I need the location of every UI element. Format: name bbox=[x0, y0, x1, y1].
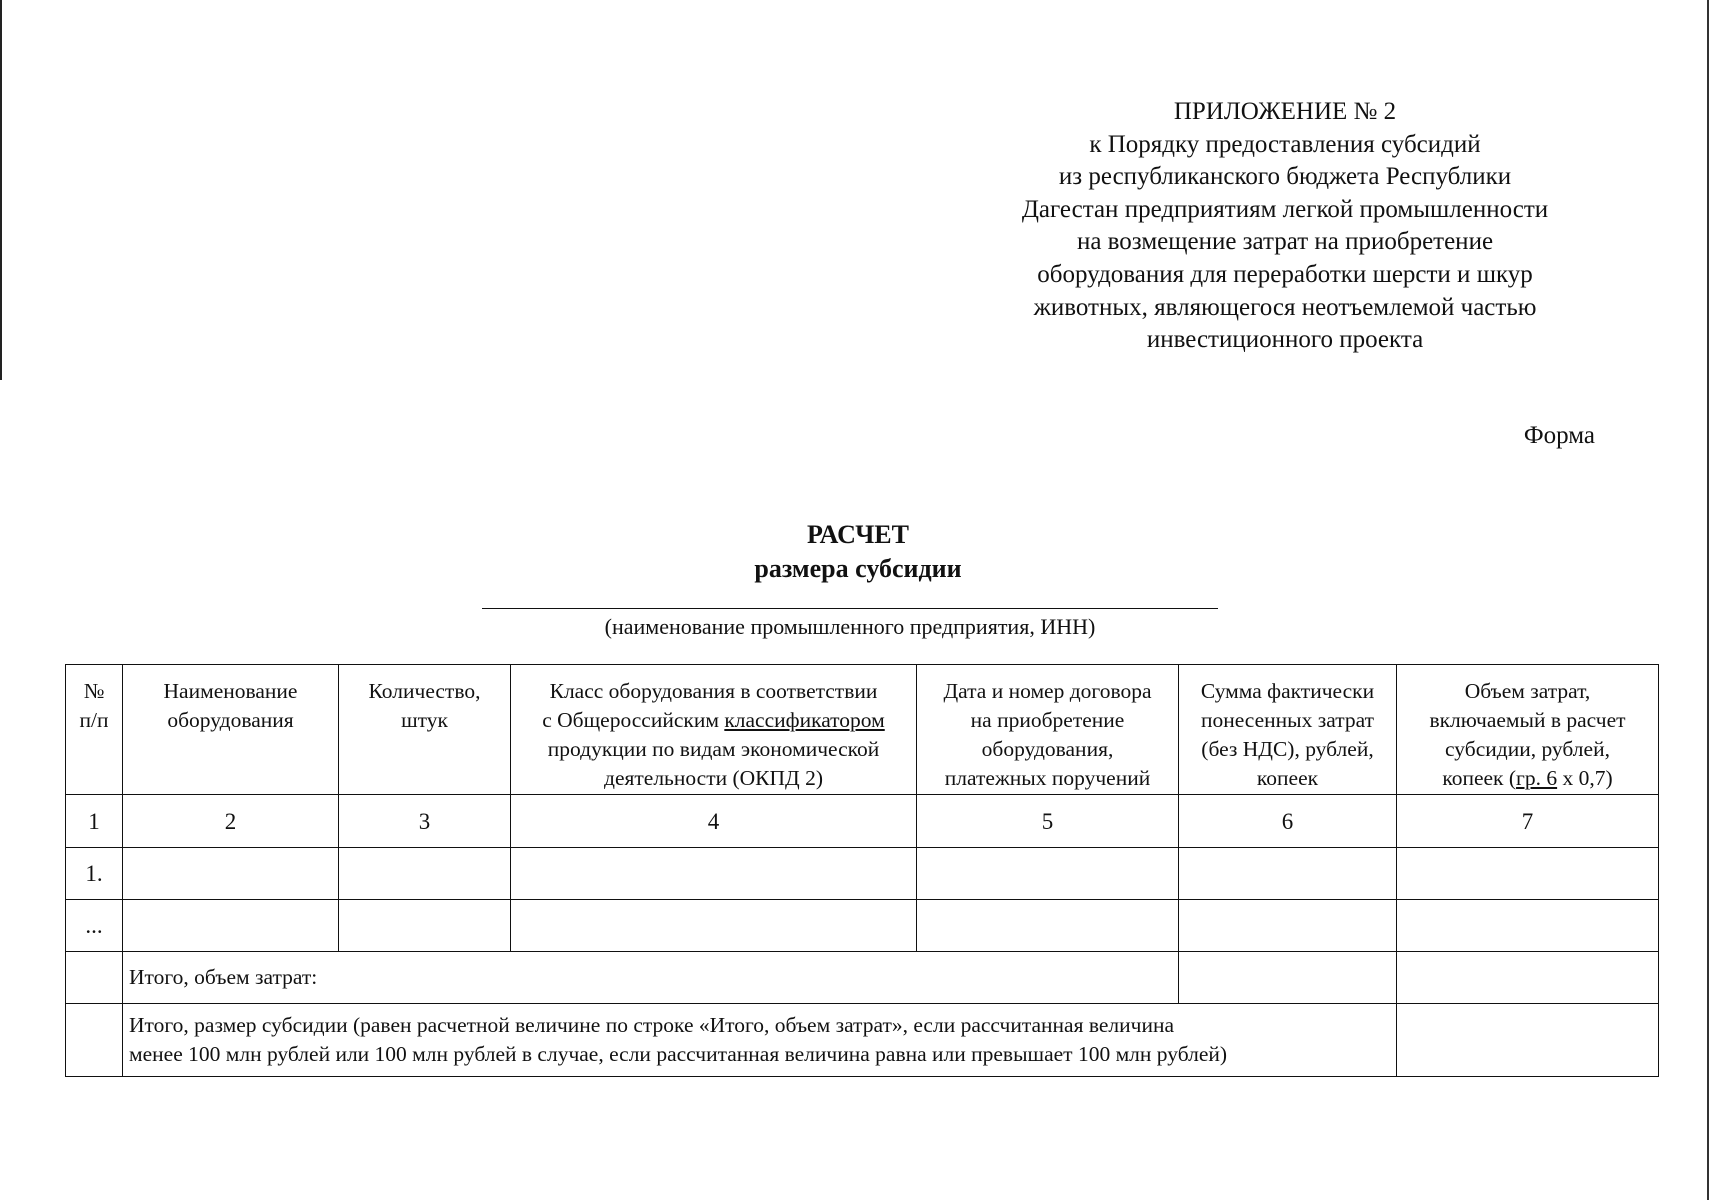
table-cell[interactable] bbox=[1397, 900, 1659, 952]
table-row bbox=[66, 848, 1659, 900]
header-quantity: Количество, штук bbox=[339, 665, 511, 795]
appendix-line: ПРИЛОЖЕНИЕ № 2 bbox=[1173, 98, 1397, 125]
document-subtitle: размера субсидии bbox=[754, 554, 962, 583]
calculation-table bbox=[65, 664, 1659, 1077]
table-cell[interactable] bbox=[123, 900, 339, 952]
appendix-line: животных, являющегося неотъемлемой частью bbox=[1033, 293, 1537, 321]
table-cell[interactable] bbox=[511, 848, 917, 900]
table-row bbox=[66, 900, 1659, 952]
classifier-link[interactable]: классификатором bbox=[724, 708, 885, 732]
column-number: 5 bbox=[917, 795, 1179, 848]
subsidy-total-label: Итого, размер субсидии (равен расчетной величине по строке «Итого, объем затрат», если рассчитанная величина менее 100 млн рублей или 100 млн рублей в случае, если рассчитанная величина равна или превышает 100 млн рублей) bbox=[123, 1004, 1397, 1077]
column-number: 3 bbox=[339, 795, 511, 848]
total-included-costs-cell[interactable] bbox=[1397, 952, 1659, 1004]
table-cell[interactable] bbox=[1179, 848, 1397, 900]
row-index: 1. bbox=[66, 848, 123, 900]
appendix-line: оборудования для переработки шерсти и шкур bbox=[1037, 260, 1533, 288]
subsidy-total-row bbox=[66, 1004, 1659, 1077]
appendix-block bbox=[950, 96, 1620, 357]
header-actual-costs: Сумма фактически понесенных затрат (без НДС), рублей, копеек bbox=[1179, 665, 1397, 795]
appendix-line: на возмещение затрат на приобретение bbox=[1076, 228, 1494, 256]
header-index: № п/п bbox=[66, 665, 123, 795]
table-cell bbox=[66, 952, 123, 1004]
table-cell[interactable] bbox=[917, 848, 1179, 900]
appendix-line: из республиканского бюджета Республики bbox=[1058, 163, 1512, 191]
appendix-line: Дагестан предприятиям легкой промышленности bbox=[1021, 195, 1549, 223]
total-actual-costs-cell[interactable] bbox=[1179, 952, 1397, 1004]
org-name-fill-line bbox=[482, 608, 1218, 609]
column-number: 1 bbox=[66, 795, 123, 848]
org-name-caption: (наименование промышленного предприятия, ИНН) bbox=[604, 614, 1096, 639]
table-cell[interactable] bbox=[123, 848, 339, 900]
row-index: ... bbox=[66, 900, 123, 952]
header-row bbox=[66, 665, 1659, 795]
subsidy-total-cell[interactable] bbox=[1397, 1004, 1659, 1077]
table-cell[interactable] bbox=[917, 900, 1179, 952]
form-label: Форма bbox=[1523, 422, 1595, 449]
table-cell bbox=[66, 1004, 123, 1077]
total-costs-label: Итого, объем затрат: bbox=[123, 952, 1179, 1004]
table-cell[interactable] bbox=[339, 900, 511, 952]
column-number: 7 bbox=[1397, 795, 1659, 848]
document-title: РАСЧЕТ bbox=[807, 520, 909, 549]
column-number: 4 bbox=[511, 795, 917, 848]
appendix-line: инвестиционного проекта bbox=[1146, 326, 1424, 354]
table-cell[interactable] bbox=[511, 900, 917, 952]
table-cell[interactable] bbox=[1179, 900, 1397, 952]
header-contract: Дата и номер договора на приобретение оборудования, платежных поручений bbox=[917, 665, 1179, 795]
column-number: 6 bbox=[1179, 795, 1397, 848]
header-equipment-class: Класс оборудования в соответствии с Общероссийским классификатором продукции по видам экономической деятельности (ОКПД 2) bbox=[511, 665, 917, 795]
header-included-costs: Объем затрат, включаемый в расчет субсидии, рублей, копеек (гр. 6 х 0,7) bbox=[1397, 665, 1659, 795]
column-6-link[interactable]: гр. 6 bbox=[1516, 766, 1558, 790]
table-cell[interactable] bbox=[339, 848, 511, 900]
column-number: 2 bbox=[123, 795, 339, 848]
scan-edge-left bbox=[0, 0, 2, 380]
total-costs-row bbox=[66, 952, 1659, 1004]
header-equipment-name: Наименование оборудования bbox=[123, 665, 339, 795]
appendix-line: к Порядку предоставления субсидий bbox=[1089, 130, 1481, 158]
column-number-row bbox=[66, 795, 1659, 848]
table-cell[interactable] bbox=[1397, 848, 1659, 900]
